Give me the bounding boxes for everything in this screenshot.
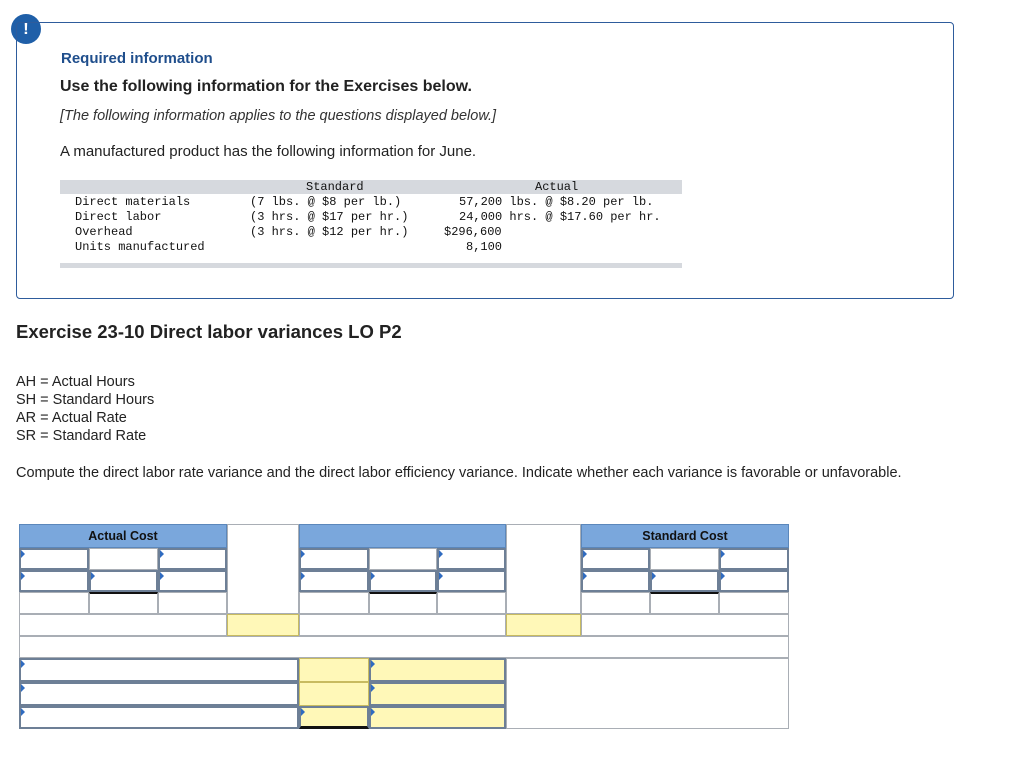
operator-column-cell	[506, 524, 581, 614]
middle-cell-1b	[369, 548, 437, 570]
actual-cost-input-2c[interactable]	[158, 570, 227, 592]
row-label-overhead: Overhead	[75, 225, 133, 239]
standard-cost-input-1c[interactable]	[719, 548, 789, 570]
middle-input-1a[interactable]	[299, 548, 369, 570]
product-description: A manufactured product has the following information for June.	[60, 143, 477, 160]
middle-input-2c[interactable]	[437, 570, 506, 592]
instructions-text: Compute the direct labor rate variance and the direct labor efficiency variance. Indicate whether each variance is favorable or unfavorable.	[16, 465, 902, 481]
standard-direct-materials: (7 lbs. @ $8 per lb.)	[250, 195, 402, 209]
actual-direct-labor: 24,000 hrs. @ $17.60 per hr.	[459, 210, 661, 224]
legend-standard-hours: SH = Standard Hours	[16, 392, 155, 408]
efficiency-variance-cell	[506, 614, 581, 636]
actual-hours-standard-rate-header	[299, 524, 506, 548]
rate-variance-cell	[227, 614, 299, 636]
variance-row-right	[581, 614, 789, 636]
standard-cost-input-2c[interactable]	[719, 570, 789, 592]
summary-amount-2	[299, 682, 369, 706]
middle-input-2a[interactable]	[299, 570, 369, 592]
row-label-direct-labor: Direct labor	[75, 210, 162, 224]
summary-label-input-3[interactable]	[19, 706, 299, 729]
standard-direct-labor: (3 hrs. @ $17 per hr.)	[250, 210, 409, 224]
actual-cost-total-c	[158, 592, 227, 614]
legend-actual-rate: AR = Actual Rate	[16, 410, 127, 426]
standard-cost-total-b	[650, 592, 719, 614]
actual-cost-total-b	[89, 592, 158, 614]
standard-cost-total-a	[581, 592, 650, 614]
exercise-title: Exercise 23-10 Direct labor variances LO P2	[16, 321, 402, 342]
middle-input-2b[interactable]	[369, 570, 437, 592]
standard-cost-header: Standard Cost	[581, 524, 789, 548]
row-label-units-manufactured: Units manufactured	[75, 240, 205, 254]
summary-label-input-1[interactable]	[19, 658, 299, 682]
standard-cost-input-2a[interactable]	[581, 570, 650, 592]
standard-cost-total-c	[719, 592, 789, 614]
actual-cost-input-2a[interactable]	[19, 570, 89, 592]
summary-blank-area	[506, 658, 789, 729]
actual-cost-cell-1b	[89, 548, 158, 570]
legend-standard-rate: SR = Standard Rate	[16, 428, 147, 444]
required-information-title: Required information	[61, 50, 213, 67]
actual-cost-input-1c[interactable]	[158, 548, 227, 570]
actual-cost-header: Actual Cost	[19, 524, 227, 548]
legend-actual-hours: AH = Actual Hours	[16, 374, 135, 390]
standard-cost-input-2b[interactable]	[650, 570, 719, 592]
middle-total-a	[299, 592, 369, 614]
spacer-row	[19, 636, 789, 658]
row-label-direct-materials: Direct materials	[75, 195, 191, 209]
summary-favorable-select-1[interactable]	[369, 658, 506, 682]
summary-favorable-select-2[interactable]	[369, 682, 506, 706]
actual-direct-materials: 57,200 lbs. @ $8.20 per lb.	[459, 195, 654, 209]
variance-worksheet	[19, 524, 789, 729]
middle-total-c	[437, 592, 506, 614]
actual-overhead: $296,600	[444, 225, 502, 239]
actual-cost-input-2b[interactable]	[89, 570, 158, 592]
summary-favorable-select-3[interactable]	[369, 706, 506, 729]
standard-overhead: (3 hrs. @ $12 per hr.)	[250, 225, 409, 239]
actual-cost-input-1a[interactable]	[19, 548, 89, 570]
required-information-box	[16, 22, 954, 299]
middle-input-1c[interactable]	[437, 548, 506, 570]
middle-total-b	[369, 592, 437, 614]
summary-label-input-2[interactable]	[19, 682, 299, 706]
cost-information-table	[60, 180, 682, 268]
table-header-band	[60, 180, 682, 194]
table-bottom-band	[60, 263, 682, 268]
standard-column-header: Standard	[306, 180, 364, 194]
summary-amount-3[interactable]	[299, 706, 369, 729]
variance-row-left	[19, 614, 227, 636]
alert-icon: !	[11, 14, 41, 44]
standard-cost-cell-1b	[650, 548, 719, 570]
operator-column-cell	[227, 524, 299, 614]
actual-column-header: Actual	[535, 180, 579, 194]
applies-note: [The following information applies to the questions displayed below.]	[60, 108, 497, 124]
actual-cost-total-a	[19, 592, 89, 614]
standard-cost-input-1a[interactable]	[581, 548, 650, 570]
use-information-heading: Use the following information for the Exercises below.	[60, 78, 472, 95]
actual-units-manufactured: 8,100	[466, 240, 503, 254]
variance-row-middle	[299, 614, 506, 636]
summary-amount-1	[299, 658, 369, 682]
